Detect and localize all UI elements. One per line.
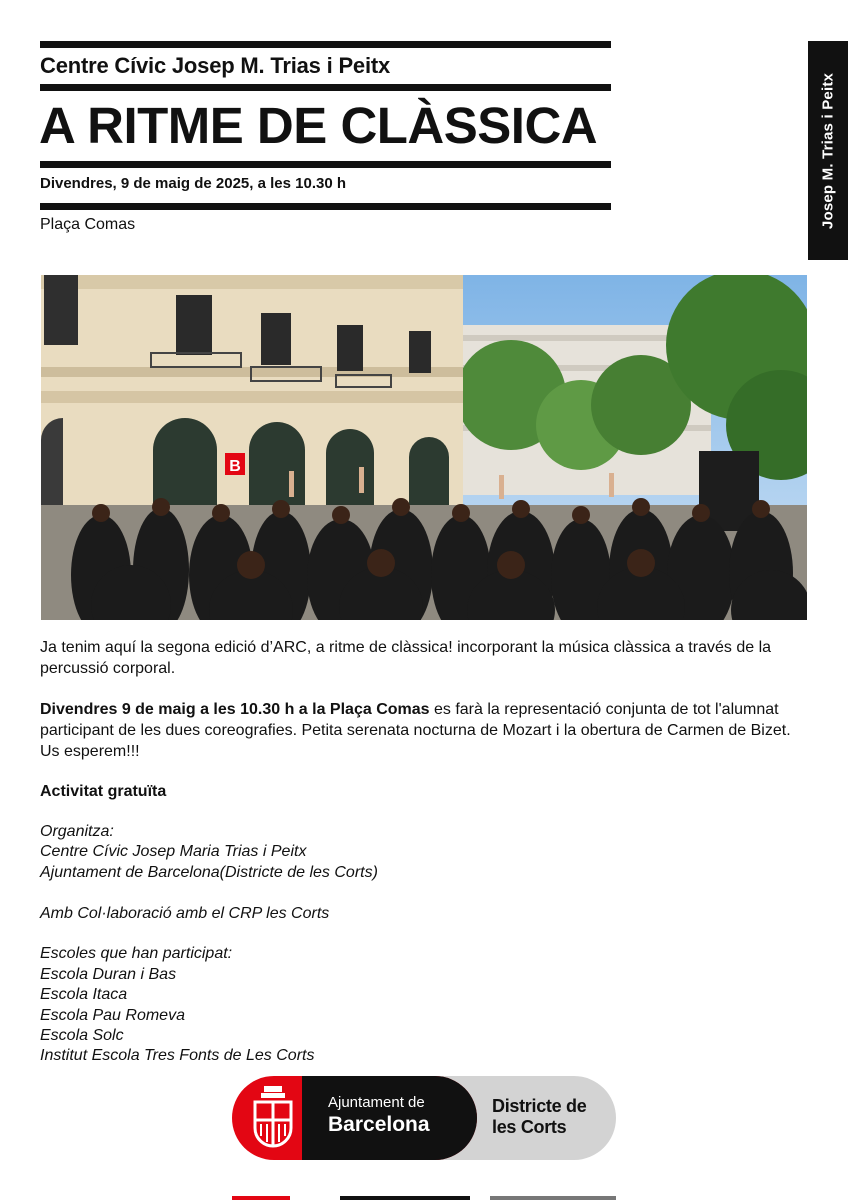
- organizer-2: Ajuntament de Barcelona(Districte de les Corts): [40, 863, 378, 881]
- organitza-label: Organitza:: [40, 823, 114, 840]
- rule-below-center: [40, 84, 611, 91]
- side-tab-label: Josep M. Trias i Peitx: [819, 72, 837, 230]
- logo-line-2: Barcelona: [328, 1113, 430, 1136]
- event-photo: [41, 275, 807, 620]
- center-name: Centre Cívic Josep M. Trias i Peitx: [40, 53, 391, 78]
- school-item: Escola Itaca: [40, 986, 128, 1004]
- school-item: Escola Duran i Bas: [40, 965, 177, 983]
- storefront-letter: B: [229, 458, 241, 475]
- bottom-strip-red: [232, 1196, 290, 1200]
- side-tab: [808, 41, 848, 260]
- logo-district-2: les Corts: [492, 1117, 567, 1137]
- school-item: Escola Pau Romeva: [40, 1006, 185, 1024]
- coat-of-arms-icon: [250, 1084, 296, 1152]
- event-place: Plaça Comas: [40, 216, 136, 233]
- details-rest: es farà la representació conjunta de tot l'alumnat participant de les dues coreografies. Petita serenata nocturna de Mozart i la obertura de Carmen de Bizet. Us esperem!!!: [40, 701, 791, 760]
- rule-below-date: [40, 203, 611, 210]
- bottom-strip-black: [340, 1196, 470, 1200]
- free-activity: Activitat gratuïta: [40, 783, 167, 800]
- page-title: A RITME DE CLÀSSICA: [39, 97, 598, 154]
- top-rule: [40, 41, 611, 48]
- collaboration: Amb Col·laboració amb el CRP les Corts: [40, 904, 330, 922]
- bottom-strip-grey: [490, 1196, 616, 1200]
- school-item: Institut Escola Tres Fonts de Les Corts: [40, 1047, 315, 1065]
- details-paragraph: [40, 699, 810, 762]
- barcelona-logo: [232, 1076, 616, 1160]
- rule-below-title: [40, 161, 611, 168]
- intro-paragraph: Ja tenim aquí la segona edició d’ARC, a ritme de clàssica! incorporant la música clàssica a través de la percussió corporal.: [40, 639, 772, 677]
- event-photo-illustration: [41, 275, 807, 620]
- logo-line-1: Ajuntament de: [328, 1094, 425, 1111]
- details-highlight: Divendres 9 de maig a les 10.30 h a la Plaça Comas: [40, 701, 430, 718]
- organizer-1: Centre Cívic Josep Maria Trias i Peitx: [40, 843, 307, 861]
- school-item: Escola Solc: [40, 1027, 124, 1045]
- event-date: Divendres, 9 de maig de 2025, a les 10.30 h: [40, 175, 346, 192]
- schools-label: Escoles que han participat:: [40, 945, 233, 963]
- logo-district: [492, 1096, 586, 1138]
- logo-district-1: Districte de: [492, 1096, 587, 1116]
- credits: [40, 822, 378, 1067]
